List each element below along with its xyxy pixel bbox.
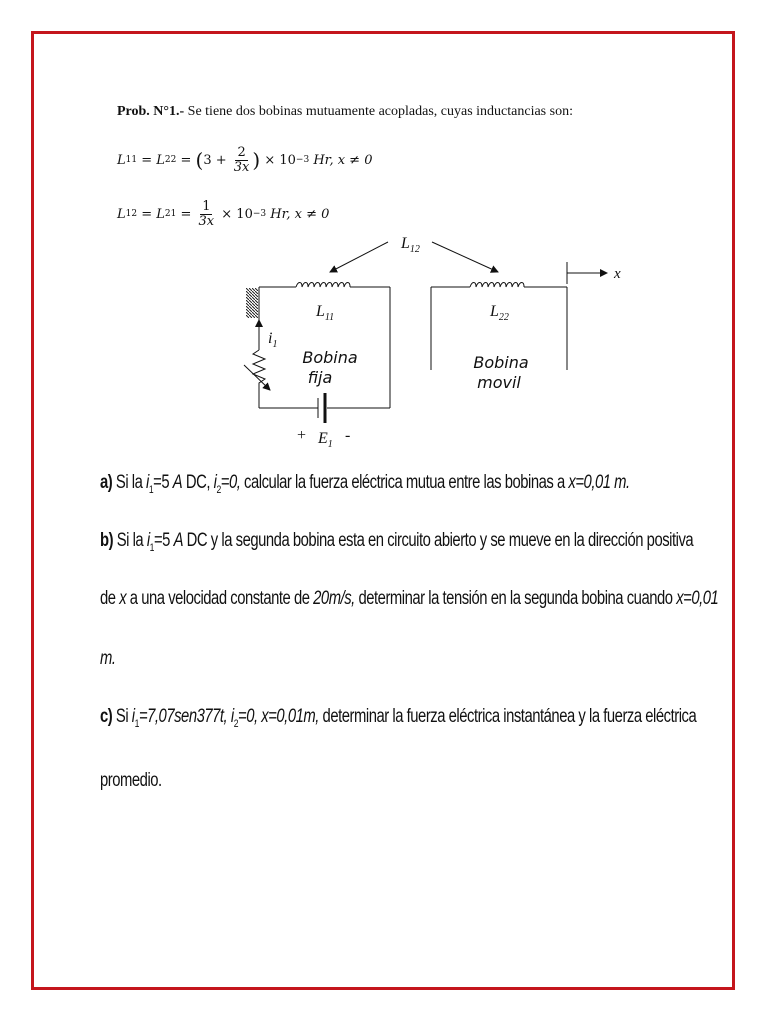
question-c-line2 bbox=[100, 770, 162, 792]
source-label: $E_1$ bbox=[318, 430, 333, 450]
qb2-speed: 20m/s, bbox=[313, 588, 355, 609]
qc1-v2sub: 2 bbox=[233, 717, 239, 730]
qb2-xval: x=0,01 bbox=[676, 588, 719, 609]
qb2-x: x bbox=[119, 588, 127, 609]
current-label: $i_1$ bbox=[268, 330, 278, 350]
question-b-line2 bbox=[100, 588, 718, 610]
question-a bbox=[100, 472, 630, 496]
eq2-unit: Hr, x ≠ 0 bbox=[266, 206, 330, 222]
qb3-unit: m. bbox=[100, 648, 116, 669]
source-minus: - bbox=[345, 427, 351, 444]
qb2-t2: a una velocidad constante de bbox=[126, 588, 314, 609]
question-c-letter: c) bbox=[100, 706, 113, 727]
fixed-coil-label-line1: Bobina bbox=[302, 348, 358, 367]
qb2-t3: determinar la tensión en la segunda bobina cuando bbox=[354, 588, 677, 609]
qc1-v1sub: 1 bbox=[134, 717, 139, 730]
eq1-mid-sub: 22 bbox=[164, 155, 177, 166]
qa-v2sub: 2 bbox=[216, 483, 221, 496]
moving-coil-label-line2: movil bbox=[477, 373, 521, 392]
eq1-lhs-sub: 11 bbox=[125, 155, 138, 166]
eq1-three-plus: 3 + bbox=[203, 152, 231, 168]
eq2-lhs-sub: 12 bbox=[125, 209, 138, 220]
qc1-v2: i bbox=[227, 706, 234, 727]
source-plus: + bbox=[297, 427, 307, 444]
eq2-mid-sub: 21 bbox=[164, 209, 177, 220]
qb1-unit1: A bbox=[173, 530, 184, 551]
qa-v1sub: 1 bbox=[148, 483, 154, 496]
qa-t3: DC, bbox=[182, 472, 214, 493]
eq2-equals1: = bbox=[137, 206, 157, 222]
problem-label: Prob. N°1.- bbox=[117, 104, 185, 119]
eq1-close-paren: ) bbox=[252, 148, 261, 173]
qb1-v1: i bbox=[146, 530, 150, 551]
eq1-open-paren: ( bbox=[195, 148, 204, 173]
qa-t5: calcular la fuerza eléctrica mutua entre las bobinas a bbox=[240, 472, 569, 493]
qa-v2: i bbox=[213, 472, 217, 493]
qc2-t1: promedio. bbox=[100, 770, 162, 791]
question-b-letter: b) bbox=[100, 530, 114, 551]
coil-l11-icon bbox=[296, 283, 350, 288]
mutual-label: $L_{12}$ bbox=[401, 235, 420, 255]
mutual-arrow-left bbox=[330, 242, 388, 272]
eq1-unit: Hr, x ≠ 0 bbox=[309, 152, 373, 168]
eq2-times: × 10 bbox=[217, 206, 253, 222]
qc1-v1: i bbox=[131, 706, 135, 727]
eq2-exponent: −3 bbox=[252, 209, 267, 220]
eq1-equals2: = bbox=[176, 152, 196, 168]
eq1-denominator: 3x bbox=[233, 159, 250, 175]
question-a-letter: a) bbox=[100, 472, 113, 493]
rheostat-arrow bbox=[244, 365, 270, 390]
qa-xval: x=0,01 m. bbox=[568, 472, 630, 493]
circuit-diagram bbox=[0, 0, 768, 460]
mutual-arrow-right bbox=[432, 242, 498, 272]
qb2-t1: de bbox=[100, 588, 120, 609]
eq1-mid: L bbox=[156, 152, 165, 168]
eq2-lhs: L bbox=[117, 206, 126, 222]
qa-t4: =0, bbox=[220, 472, 241, 493]
qa-t1: Si la bbox=[112, 472, 147, 493]
eq2-equals2: = bbox=[176, 206, 196, 222]
eq1-times: × 10 bbox=[260, 152, 296, 168]
eq1-numerator: 2 bbox=[237, 145, 246, 160]
qc1-t4: x=0,01m, bbox=[257, 706, 319, 727]
question-b-line1 bbox=[100, 530, 693, 554]
fixed-coil-label-line2: fija bbox=[307, 368, 333, 387]
eq1-exponent: −3 bbox=[295, 155, 310, 166]
qb1-v1sub: 1 bbox=[149, 541, 154, 554]
qc1-t2: =7,07sen377t, bbox=[138, 706, 228, 727]
qb1-t1: Si la bbox=[113, 530, 147, 551]
coil1-label: $L_{11}$ bbox=[316, 303, 335, 323]
qa-t2: =5 bbox=[153, 472, 173, 493]
eq2-mid: L bbox=[156, 206, 165, 222]
eq2-denominator: 3x bbox=[198, 213, 215, 229]
eq1-lhs: L bbox=[117, 152, 126, 168]
coil-l22-icon bbox=[470, 283, 524, 288]
qa-unit1: A bbox=[172, 472, 183, 493]
axis-label: x bbox=[614, 266, 621, 282]
qc1-t1: Si bbox=[112, 706, 132, 727]
eq1-equals1: = bbox=[137, 152, 157, 168]
coil2-label: $L_{22}$ bbox=[490, 303, 509, 323]
question-c-line1 bbox=[100, 706, 696, 730]
qc1-t5: determinar la fuerza eléctrica instantánea y la fuerza eléctrica bbox=[318, 706, 697, 727]
eq2-numerator: 1 bbox=[202, 199, 211, 214]
problem-statement: Se tiene dos bobinas mutuamente acopladas, cuyas inductancias son: bbox=[184, 104, 573, 119]
moving-coil-label-line1: Bobina bbox=[473, 353, 529, 372]
qc1-t3: =0, bbox=[238, 706, 258, 727]
question-b-line3 bbox=[100, 648, 116, 670]
qa-v1: i bbox=[146, 472, 149, 493]
qb1-t3: DC y la segunda bobina esta en circuito abierto y se mueve en la dirección positiva bbox=[183, 530, 694, 551]
qb1-t2: =5 bbox=[153, 530, 174, 551]
